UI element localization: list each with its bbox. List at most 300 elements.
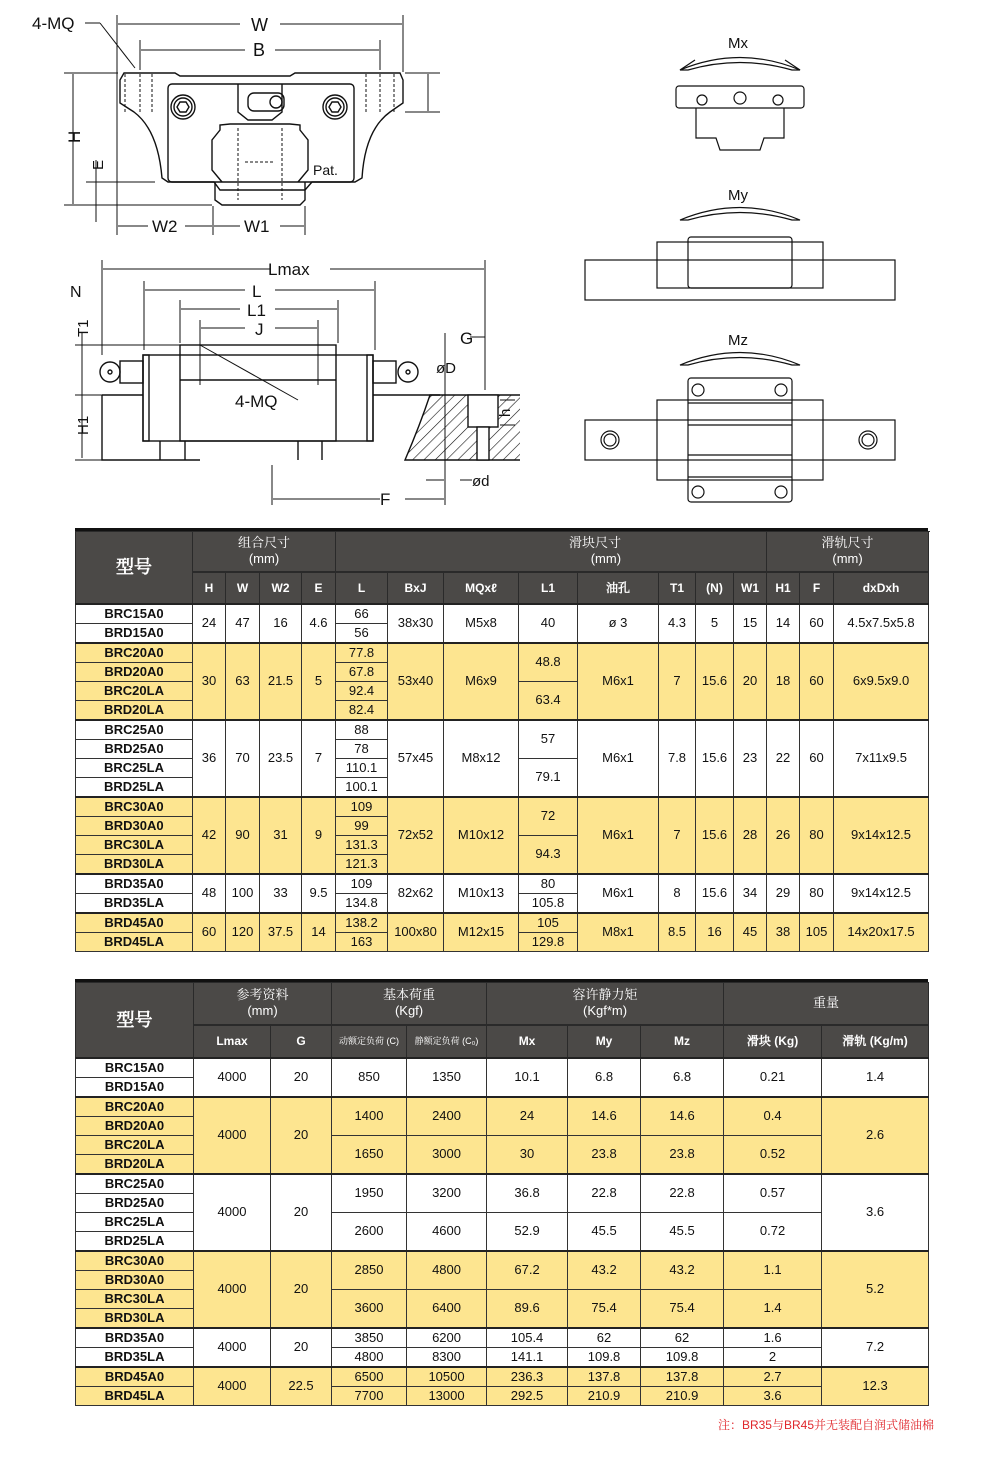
table-cell: 30 bbox=[193, 643, 226, 720]
table-cell: 80 bbox=[800, 874, 834, 913]
table-cell: 38 bbox=[767, 913, 800, 952]
table-cell: 57 bbox=[519, 720, 578, 759]
table-cell: 14x20x17.5 bbox=[834, 913, 929, 952]
table-cell: 52.9 bbox=[487, 1212, 568, 1251]
model-cell: BRC20LA bbox=[76, 681, 193, 700]
model-cell: BRC25LA bbox=[76, 1212, 194, 1231]
model-cell: BRC30LA bbox=[76, 835, 193, 854]
table-cell: M6x1 bbox=[578, 874, 659, 913]
dimensions-table bbox=[75, 531, 929, 952]
model-cell: BRC20A0 bbox=[76, 643, 193, 663]
table-cell: 90 bbox=[226, 797, 260, 874]
table-cell: 16 bbox=[696, 913, 734, 952]
svg-text:L: L bbox=[252, 282, 262, 301]
table-cell: 34 bbox=[734, 874, 767, 913]
table-cell: 138.2 bbox=[336, 913, 388, 933]
table-cell: 37.5 bbox=[260, 913, 302, 952]
table-cell: 7 bbox=[302, 720, 336, 797]
table-cell: 163 bbox=[336, 932, 388, 951]
footnote: 注：BR35与BR45并无装配自润式储油棉 bbox=[717, 1418, 934, 1432]
table-cell: 30 bbox=[487, 1135, 568, 1174]
table-cell: 105 bbox=[800, 913, 834, 952]
table-cell: 2600 bbox=[332, 1212, 407, 1251]
model-cell: BRC30A0 bbox=[76, 1251, 194, 1271]
label-4mq: 4-MQ bbox=[32, 14, 75, 33]
table-cell: 4000 bbox=[194, 1367, 271, 1406]
model-cell: BRD25LA bbox=[76, 1231, 194, 1251]
table-cell: 1.1 bbox=[724, 1251, 822, 1290]
table-cell: 15.6 bbox=[696, 874, 734, 913]
table-row bbox=[76, 604, 929, 624]
table-cell: 60 bbox=[800, 643, 834, 720]
model-cell: BRC25A0 bbox=[76, 1174, 194, 1194]
model-cell: BRC25A0 bbox=[76, 720, 193, 740]
table-cell: 7 bbox=[659, 797, 696, 874]
model-cell: BRD30A0 bbox=[76, 816, 193, 835]
svg-text:W: W bbox=[251, 15, 268, 35]
column-header: W2 bbox=[260, 572, 302, 604]
table-cell: 47 bbox=[226, 604, 260, 643]
table-cell: 78 bbox=[336, 739, 388, 758]
table-cell: 20 bbox=[271, 1058, 332, 1097]
table-cell: 21.5 bbox=[260, 643, 302, 720]
svg-text:ød: ød bbox=[472, 473, 490, 490]
table-cell: 129.8 bbox=[519, 932, 578, 951]
table-cell: 4000 bbox=[194, 1058, 271, 1097]
table-cell: 89.6 bbox=[487, 1289, 568, 1328]
table-cell: 7 bbox=[659, 643, 696, 720]
model-cell: BRD20LA bbox=[76, 1154, 194, 1174]
model-cell: BRD15A0 bbox=[76, 1077, 194, 1097]
svg-text:L1: L1 bbox=[247, 301, 266, 320]
table-cell: 0.4 bbox=[724, 1097, 822, 1136]
table-cell: 0.72 bbox=[724, 1212, 822, 1251]
table-cell: 23 bbox=[734, 720, 767, 797]
table-cell: 2400 bbox=[407, 1097, 487, 1136]
table-cell: 22.5 bbox=[271, 1367, 332, 1406]
table-cell: 5 bbox=[696, 604, 734, 643]
moment-label-my: My bbox=[728, 187, 748, 204]
table-cell: 850 bbox=[332, 1058, 407, 1097]
table-cell: 7.8 bbox=[659, 720, 696, 797]
model-header: 型号 bbox=[76, 532, 193, 604]
model-cell: BRD25A0 bbox=[76, 739, 193, 758]
table-cell: 100 bbox=[226, 874, 260, 913]
model-cell: BRD45A0 bbox=[76, 1367, 194, 1387]
table-row bbox=[76, 913, 929, 933]
table-cell: 72 bbox=[519, 797, 578, 836]
model-cell: BRD20A0 bbox=[76, 1116, 194, 1135]
table-cell: 6.8 bbox=[568, 1058, 641, 1097]
table-cell: 40 bbox=[519, 604, 578, 643]
svg-text:F: F bbox=[380, 490, 391, 509]
svg-text:H1: H1 bbox=[75, 415, 92, 435]
column-header: 滑轨 (Kg/m) bbox=[822, 1025, 929, 1058]
table-cell: 0.57 bbox=[724, 1174, 822, 1213]
side-view-drawing bbox=[40, 255, 520, 515]
table-cell: M10x13 bbox=[444, 874, 519, 913]
table-cell: 22.8 bbox=[641, 1174, 724, 1213]
column-header: H bbox=[193, 572, 226, 604]
table-cell: 100.1 bbox=[336, 777, 388, 797]
model-cell: BRD20A0 bbox=[76, 662, 193, 681]
group-header-static-moment: 容许静力矩 (Kgf*m) bbox=[487, 983, 724, 1025]
table-cell: 16 bbox=[260, 604, 302, 643]
table-cell: 45.5 bbox=[641, 1212, 724, 1251]
table-cell: 6x9.5x9.0 bbox=[834, 643, 929, 720]
table-cell: 45.5 bbox=[568, 1212, 641, 1251]
table-cell: 82.4 bbox=[336, 700, 388, 720]
table-cell: 38x30 bbox=[388, 604, 444, 643]
table-cell: 4.6 bbox=[302, 604, 336, 643]
column-header: dxDxh bbox=[834, 572, 929, 604]
table-cell: 53x40 bbox=[388, 643, 444, 720]
model-cell: BRD45LA bbox=[76, 1386, 194, 1405]
model-cell: BRD30LA bbox=[76, 1308, 194, 1328]
table-cell: 137.8 bbox=[641, 1367, 724, 1387]
table-cell: 9x14x12.5 bbox=[834, 797, 929, 874]
table-cell: 80 bbox=[519, 874, 578, 894]
column-header: 动额定负荷 (C) bbox=[332, 1025, 407, 1058]
table-cell: 121.3 bbox=[336, 854, 388, 874]
column-header: Mx bbox=[487, 1025, 568, 1058]
table-cell: 8300 bbox=[407, 1347, 487, 1367]
table-cell: 67.2 bbox=[487, 1251, 568, 1290]
table-cell: 48.8 bbox=[519, 643, 578, 682]
svg-text:J: J bbox=[255, 320, 264, 339]
table-cell: 60 bbox=[800, 720, 834, 797]
table-row bbox=[76, 1097, 929, 1117]
column-header: 滑块 (Kg) bbox=[724, 1025, 822, 1058]
group-header-assembly: 组合尺寸 (mm) bbox=[193, 532, 336, 572]
table-cell: 3000 bbox=[407, 1135, 487, 1174]
table-cell: 5 bbox=[302, 643, 336, 720]
group-header-basic-load: 基本荷重 (Kgf) bbox=[332, 983, 487, 1025]
table-cell: 15.6 bbox=[696, 643, 734, 720]
svg-text:G: G bbox=[460, 329, 474, 348]
table-cell: 20 bbox=[271, 1251, 332, 1328]
table-cell: 109 bbox=[336, 874, 388, 894]
table-cell: 48 bbox=[193, 874, 226, 913]
table-cell: 22.8 bbox=[568, 1174, 641, 1213]
table-cell: 22 bbox=[767, 720, 800, 797]
table-cell: 20 bbox=[271, 1328, 332, 1367]
table-cell: 80 bbox=[800, 797, 834, 874]
table-cell: 4000 bbox=[194, 1328, 271, 1367]
table-cell: 236.3 bbox=[487, 1367, 568, 1387]
model-cell: BRD25A0 bbox=[76, 1193, 194, 1212]
table-cell: 131.3 bbox=[336, 835, 388, 854]
model-cell: BRD45A0 bbox=[76, 913, 193, 933]
table-cell: 4.3 bbox=[659, 604, 696, 643]
table-cell: 4000 bbox=[194, 1251, 271, 1328]
table-cell: 1400 bbox=[332, 1097, 407, 1136]
table-cell: 33 bbox=[260, 874, 302, 913]
table-cell: 1.4 bbox=[724, 1289, 822, 1328]
front-view-drawing bbox=[0, 0, 480, 250]
group-header-weight: 重量 bbox=[724, 983, 929, 1025]
table-cell: 0.52 bbox=[724, 1135, 822, 1174]
table-cell: 3600 bbox=[332, 1289, 407, 1328]
table-cell: 8.5 bbox=[659, 913, 696, 952]
table-cell: 63 bbox=[226, 643, 260, 720]
table-cell: 60 bbox=[193, 913, 226, 952]
moment-label-mx: Mx bbox=[728, 35, 748, 52]
svg-text:T1: T1 bbox=[75, 319, 92, 337]
table-cell: 66 bbox=[336, 604, 388, 624]
table-cell: 4000 bbox=[194, 1174, 271, 1251]
table-cell: 292.5 bbox=[487, 1386, 568, 1405]
table-row bbox=[76, 1058, 929, 1078]
table-cell: 6200 bbox=[407, 1328, 487, 1348]
table-cell: 6500 bbox=[332, 1367, 407, 1387]
moment-diagrams bbox=[570, 20, 910, 510]
table-cell: 28 bbox=[734, 797, 767, 874]
table-cell: 105 bbox=[519, 913, 578, 933]
table-row bbox=[76, 797, 929, 817]
model-cell: BRC20A0 bbox=[76, 1097, 194, 1117]
table-cell: 109.8 bbox=[568, 1347, 641, 1367]
table-row bbox=[76, 643, 929, 663]
table-cell: 5.2 bbox=[822, 1251, 929, 1328]
table-cell: M12x15 bbox=[444, 913, 519, 952]
svg-text:W2: W2 bbox=[152, 217, 178, 236]
svg-text:H: H bbox=[65, 130, 84, 143]
column-header: L bbox=[336, 572, 388, 604]
table-cell: 70 bbox=[226, 720, 260, 797]
table-cell: 1650 bbox=[332, 1135, 407, 1174]
svg-text:B: B bbox=[253, 40, 266, 60]
table-cell: 72x52 bbox=[388, 797, 444, 874]
table-cell: 1350 bbox=[407, 1058, 487, 1097]
table-cell: 6.8 bbox=[641, 1058, 724, 1097]
table-cell: 23.5 bbox=[260, 720, 302, 797]
table-cell: 4000 bbox=[194, 1097, 271, 1174]
model-cell: BRC15A0 bbox=[76, 604, 193, 624]
table-cell: 14.6 bbox=[568, 1097, 641, 1136]
column-header: 油孔 bbox=[578, 572, 659, 604]
table-cell: M8x1 bbox=[578, 913, 659, 952]
table-cell: M6x1 bbox=[578, 720, 659, 797]
model-cell: BRC15A0 bbox=[76, 1058, 194, 1078]
table-cell: 7.2 bbox=[822, 1328, 929, 1367]
model-cell: BRC20LA bbox=[76, 1135, 194, 1154]
table-cell: 36.8 bbox=[487, 1174, 568, 1213]
table-cell: 60 bbox=[800, 604, 834, 643]
table-cell: 9 bbox=[302, 797, 336, 874]
table-cell: 10.1 bbox=[487, 1058, 568, 1097]
table-cell: 14 bbox=[767, 604, 800, 643]
table-cell: 10500 bbox=[407, 1367, 487, 1387]
table-cell: 1950 bbox=[332, 1174, 407, 1213]
svg-text:4-MQ: 4-MQ bbox=[235, 392, 278, 411]
table-cell: 79.1 bbox=[519, 758, 578, 797]
model-cell: BRD30LA bbox=[76, 854, 193, 874]
table-cell: M5x8 bbox=[444, 604, 519, 643]
table-cell: 24 bbox=[487, 1097, 568, 1136]
column-header: L1 bbox=[519, 572, 578, 604]
table-cell: 100x80 bbox=[388, 913, 444, 952]
svg-text:N: N bbox=[70, 284, 82, 301]
table-cell: 105.4 bbox=[487, 1328, 568, 1348]
table-cell: 57x45 bbox=[388, 720, 444, 797]
table-cell: 15.6 bbox=[696, 720, 734, 797]
column-header: Mz bbox=[641, 1025, 724, 1058]
model-cell: BRD35LA bbox=[76, 893, 193, 913]
table-cell: 20 bbox=[734, 643, 767, 720]
load-rating-table bbox=[75, 982, 929, 1406]
table-cell: 1.6 bbox=[724, 1328, 822, 1348]
table-cell: 26 bbox=[767, 797, 800, 874]
table-cell: 23.8 bbox=[641, 1135, 724, 1174]
group-header-rail: 滑轨尺寸 (mm) bbox=[767, 532, 929, 572]
table-cell: 43.2 bbox=[568, 1251, 641, 1290]
model-cell: BRD25LA bbox=[76, 777, 193, 797]
column-header: T1 bbox=[659, 572, 696, 604]
table-cell: 43.2 bbox=[641, 1251, 724, 1290]
column-header: Lmax bbox=[194, 1025, 271, 1058]
model-cell: BRC25LA bbox=[76, 758, 193, 777]
column-header: W bbox=[226, 572, 260, 604]
column-header: (N) bbox=[696, 572, 734, 604]
table-cell: 110.1 bbox=[336, 758, 388, 777]
table-cell: 63.4 bbox=[519, 681, 578, 720]
column-header: BxJ bbox=[388, 572, 444, 604]
column-header: MQxℓ bbox=[444, 572, 519, 604]
table-cell: 29 bbox=[767, 874, 800, 913]
model-cell: BRD35A0 bbox=[76, 1328, 194, 1348]
table-cell: 109 bbox=[336, 797, 388, 817]
model-cell: BRD30A0 bbox=[76, 1270, 194, 1289]
column-header: W1 bbox=[734, 572, 767, 604]
group-header-reference: 参考资料 (mm) bbox=[194, 983, 332, 1025]
table-cell: 23.8 bbox=[568, 1135, 641, 1174]
table-cell: 2.6 bbox=[822, 1097, 929, 1174]
svg-text:W1: W1 bbox=[244, 217, 270, 236]
table-row bbox=[76, 1174, 929, 1194]
table-cell: 141.1 bbox=[487, 1347, 568, 1367]
svg-text:Lmax: Lmax bbox=[268, 260, 310, 279]
table-cell: M6x9 bbox=[444, 643, 519, 720]
table-cell: 82x62 bbox=[388, 874, 444, 913]
table-cell: ø 3 bbox=[578, 604, 659, 643]
table-row bbox=[76, 1328, 929, 1348]
column-header: 静额定负荷 (C₀) bbox=[407, 1025, 487, 1058]
column-header: F bbox=[800, 572, 834, 604]
table-cell: 14 bbox=[302, 913, 336, 952]
table-cell: 13000 bbox=[407, 1386, 487, 1405]
column-header: H1 bbox=[767, 572, 800, 604]
table-cell: 137.8 bbox=[568, 1367, 641, 1387]
table-cell: 105.8 bbox=[519, 893, 578, 913]
table-cell: 2850 bbox=[332, 1251, 407, 1290]
table-cell: 3.6 bbox=[822, 1174, 929, 1251]
table-cell: 88 bbox=[336, 720, 388, 740]
table-cell: 45 bbox=[734, 913, 767, 952]
table-cell: 2 bbox=[724, 1347, 822, 1367]
table-cell: 18 bbox=[767, 643, 800, 720]
table-cell: 67.8 bbox=[336, 662, 388, 681]
svg-text:E: E bbox=[90, 159, 107, 170]
table-cell: 4.5x7.5x5.8 bbox=[834, 604, 929, 643]
table-cell: 20 bbox=[271, 1097, 332, 1174]
table-cell: 9x14x12.5 bbox=[834, 874, 929, 913]
table-cell: 99 bbox=[336, 816, 388, 835]
table-cell: 7x11x9.5 bbox=[834, 720, 929, 797]
model-header: 型号 bbox=[76, 983, 194, 1058]
table-cell: 3200 bbox=[407, 1174, 487, 1213]
table-cell: 0.21 bbox=[724, 1058, 822, 1097]
table-cell: 8 bbox=[659, 874, 696, 913]
table-cell: 210.9 bbox=[568, 1386, 641, 1405]
table-cell: 134.8 bbox=[336, 893, 388, 913]
table-cell: 6400 bbox=[407, 1289, 487, 1328]
table-cell: 1.4 bbox=[822, 1058, 929, 1097]
moment-label-mz: Mz bbox=[728, 332, 748, 349]
table-cell: 62 bbox=[641, 1328, 724, 1348]
svg-text:Pat.: Pat. bbox=[313, 162, 338, 178]
model-cell: BRC30A0 bbox=[76, 797, 193, 817]
table-cell: 109.8 bbox=[641, 1347, 724, 1367]
table-cell: M6x1 bbox=[578, 797, 659, 874]
table-cell: 12.3 bbox=[822, 1367, 929, 1406]
table-row bbox=[76, 1367, 929, 1387]
table-cell: 4800 bbox=[407, 1251, 487, 1290]
table-cell: 24 bbox=[193, 604, 226, 643]
model-cell: BRD35A0 bbox=[76, 874, 193, 894]
table-cell: 36 bbox=[193, 720, 226, 797]
table-cell: 56 bbox=[336, 623, 388, 643]
table-cell: 15.6 bbox=[696, 797, 734, 874]
column-header: My bbox=[568, 1025, 641, 1058]
model-cell: BRD35LA bbox=[76, 1347, 194, 1367]
group-header-block: 滑块尺寸 (mm) bbox=[336, 532, 767, 572]
table-cell: 77.8 bbox=[336, 643, 388, 663]
table-cell: 15 bbox=[734, 604, 767, 643]
table-cell: M10x12 bbox=[444, 797, 519, 874]
table-cell: 9.5 bbox=[302, 874, 336, 913]
table-cell: M6x1 bbox=[578, 643, 659, 720]
table-cell: 210.9 bbox=[641, 1386, 724, 1405]
table-cell: 75.4 bbox=[641, 1289, 724, 1328]
table-cell: 92.4 bbox=[336, 681, 388, 700]
table-cell: 4800 bbox=[332, 1347, 407, 1367]
svg-text:øD: øD bbox=[436, 360, 456, 377]
table-cell: 120 bbox=[226, 913, 260, 952]
table-cell: 7700 bbox=[332, 1386, 407, 1405]
model-cell: BRD20LA bbox=[76, 700, 193, 720]
table-row bbox=[76, 1251, 929, 1271]
table-cell: 42 bbox=[193, 797, 226, 874]
model-cell: BRC30LA bbox=[76, 1289, 194, 1308]
model-cell: BRD15A0 bbox=[76, 623, 193, 643]
table-row bbox=[76, 720, 929, 740]
column-header: G bbox=[271, 1025, 332, 1058]
table-cell: M8x12 bbox=[444, 720, 519, 797]
table-cell: 3.6 bbox=[724, 1386, 822, 1405]
table-cell: 62 bbox=[568, 1328, 641, 1348]
table-cell: 4600 bbox=[407, 1212, 487, 1251]
table-cell: 2.7 bbox=[724, 1367, 822, 1387]
table-cell: 14.6 bbox=[641, 1097, 724, 1136]
table-cell: 75.4 bbox=[568, 1289, 641, 1328]
model-cell: BRD45LA bbox=[76, 932, 193, 951]
table-row bbox=[76, 874, 929, 894]
table-cell: 3850 bbox=[332, 1328, 407, 1348]
column-header: E bbox=[302, 572, 336, 604]
table-cell: 94.3 bbox=[519, 835, 578, 874]
table-cell: 20 bbox=[271, 1174, 332, 1251]
